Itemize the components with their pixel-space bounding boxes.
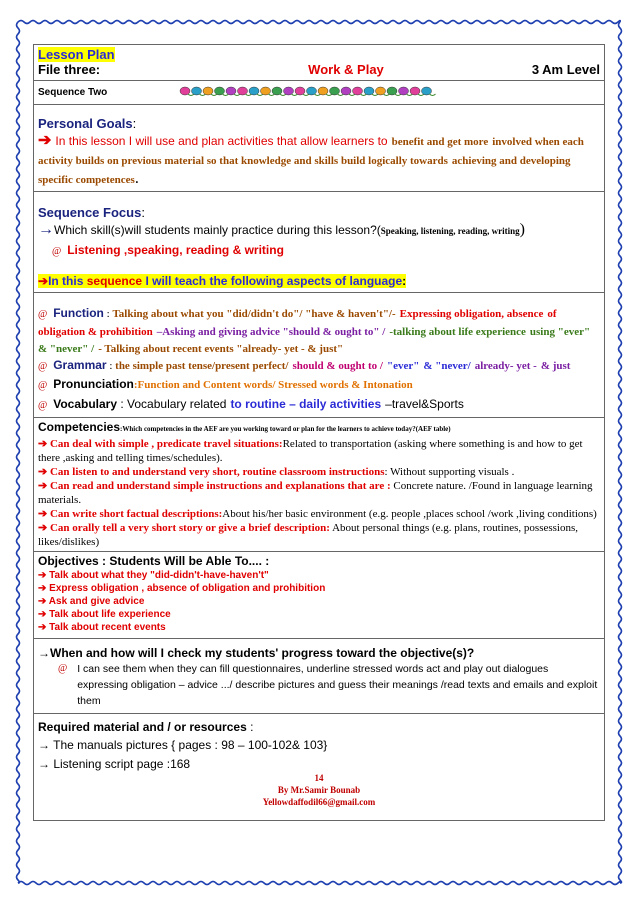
objectives-block [33,551,605,638]
arrow-icon: ➔ [38,438,50,450]
author-email: Yellowdaffodil66@gmail.com [262,797,376,807]
sequence-focus-block: Sequence Focus: →Which skill(s)will students mainly practice during this lesson?(Speaking, listening, reading, writing) @ Listening ,speaking, reading & writing ➔In this sequence I will teach the following aspects of language: [33,191,605,292]
arrow-icon: ➔ [38,596,49,607]
resource-item: → Listening script page :168 [38,757,191,771]
pronunciation-label: Pronunciation [53,377,134,391]
arrow-icon: → [38,221,54,238]
sequence-block [33,80,605,104]
arrow-icon: ➔ [38,609,50,620]
bullet-icon: @ [38,400,48,411]
arrow-icon: ➔ [38,570,50,581]
decorative-flowers-icon [179,83,439,99]
personal-goals-heading: Personal Goals [38,116,133,131]
function-label: Function [53,306,104,320]
objectives-heading: Objectives : Students Will be Able To.... : [38,554,270,568]
objective-item: ➔ Talk about life experience [38,609,171,620]
resources-heading: Required material and / or resources [38,720,247,734]
competency-item: ➔ Can orally tell a very short story or give a brief description: About personal things (e.g. plans, routines, possessions, likes/dislikes) [38,522,579,548]
lesson-plan-page [33,44,605,821]
arrow-icon: ➔ [38,466,50,478]
personal-goals-text: In this lesson I will use and plan activities that allow learners to [55,134,388,148]
arrow-icon: ➔ [38,480,50,492]
author: By Mr.Samir Bounab [277,785,361,795]
resource-item: → The manuals pictures { pages : 98 – 100-102& 103} [38,738,328,752]
lesson-plan-label: Lesson Plan [38,47,115,62]
progress-answer: I can see them when they can fill questionnaires, underline stressed words act and play out dialogues expressing obligation – advice .../ describe pictures and guess their meanings /read texts and emails and exploit them [77,663,598,707]
personal-goals-block: Personal Goals: ➔ In this lesson I will use and plan activities that allow learners to benefit and get more involved when each activity builds on previous material so that knowledge and skills build logically towards achieving and developing specific competences. [33,104,605,191]
arrow-icon: ➔ [38,132,52,149]
unit-title: Work & Play [308,62,384,77]
objective-item: ➔ Express obligation , absence of obligation and prohibition [38,583,326,594]
language-aspects-block: @ Function : Talking about what you "did/didn't do"/ "have & haven't"/- Expressing obligation, absence of obligation & prohibition –Asking and giving advice "should & ought to" / -talking about life experience using "ever" & "never" / - Talking about recent events "already- yet - & just" @ Grammar : the simple past tense/present perfect/ should & ought to / "ever" & "never/ already- yet - & just @ Pronunciation:Function and Content words/ Stressed words & Intonation @ Vocabulary : Vocabulary related to routine – daily activities –travel&Sports [33,292,605,417]
grammar-label: Grammar [53,358,107,372]
sequence-focus-heading: Sequence Focus [38,205,142,220]
arrow-icon: ➔ [38,508,50,520]
bullet-icon: @ [38,380,48,391]
arrow-icon: → [38,757,54,771]
bullet-icon: @ [38,361,48,372]
sequence-label: Sequence Two [38,87,108,98]
progress-check-block: →When and how will I check my students' progress toward the objective(s)? @ I can see them when they can fill questionnaires, underline stressed words act and play out dialogues expressing obligation – advice .../ describe pictures and guess their meanings /read texts and emails and exploit them [33,638,605,713]
competency-item: ➔ Can read and understand simple instructions and explanations that are : Concrete nature. /Found in language learning materials. [38,480,593,506]
objective-item: ➔ Talk about recent events [38,622,166,633]
arrow-icon: ➔ [38,583,50,594]
footer [38,772,600,808]
skills-question: Which skill(s)will students mainly practice during this lesson?( [54,223,381,237]
arrow-icon: ➔ [38,522,50,534]
arrow-icon: ➔ [38,622,50,633]
bullet-icon: @ [38,309,48,320]
bullet-icon: @ [52,246,62,257]
competency-item: ➔ Can write short factual descriptions:About his/her basic environment (e.g. people ,places school /work ,living conditions) [38,508,597,520]
competencies-block: Competencies:Which competencies in the AEF are you working toward or plan for the learners to achieve today?(AEF table) ➔ Can deal with simple , predicate travel situations:Related to transportation (asking where something is and how to get there ,asking and telling times/schedules). ➔ Can listen to and understand very short, routine classroom instructions: Without supporting visuals . ➔ Can read and understand simple instructions and explanations that are : Concrete nature. /Found in language learning materials. ➔ Can write short factual descriptions:About his/her basic environment (e.g. people ,places school /work ,living conditions) ➔ Can orally tell a very short story or give a brief description: About personal things (e.g. plans, routines, possessions, likes/dislikes) [33,417,605,551]
bullet-icon: @ [58,663,68,674]
aspects-heading: ➔In this sequence I will teach the following aspects of language: [38,274,407,288]
competency-item: ➔ Can deal with simple , predicate travel situations:Related to transportation (asking where something is and how to get there ,asking and telling times/schedules). [38,438,583,464]
arrow-icon: → [38,738,54,752]
objective-item: ➔ Ask and give advice [38,596,145,607]
objective-item: ➔ Talk about what they "did-didn't-have-haven't" [38,570,269,581]
skills-list: Listening ,speaking, reading & writing [67,243,284,257]
page-number: 14 [314,773,324,783]
progress-question: When and how will I check my students' progress toward the objective(s)? [50,646,475,660]
file-label: File three: [38,62,101,77]
level-label: 3 Am Level [531,62,600,77]
header-block [33,44,605,80]
competencies-heading: Competencies [38,420,121,434]
competency-item: ➔ Can listen to and understand very short, routine classroom instructions: Without supporting visuals . [38,466,515,478]
resources-block: Required material and / or resources : → The manuals pictures { pages : 98 – 100-102& 103} → Listening script page :168 14 By Mr.Samir Bounab Yellowdaffodil66@gmail.com [33,713,605,821]
vocabulary-label: Vocabulary [53,397,118,411]
